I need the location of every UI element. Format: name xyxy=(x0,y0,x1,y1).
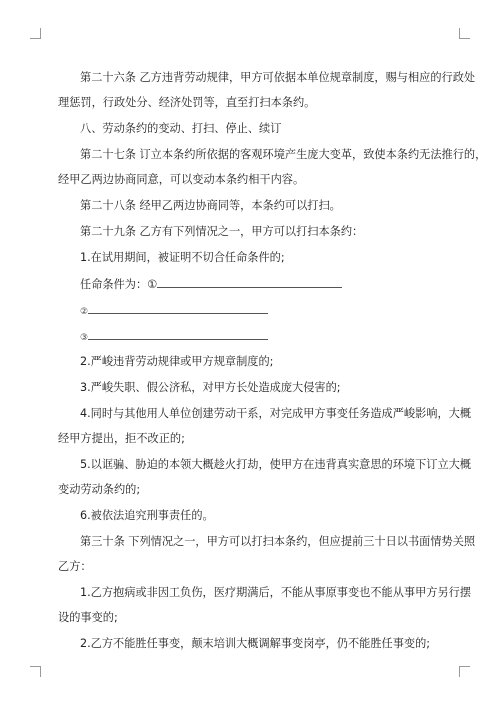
crop-mark-top-left xyxy=(30,28,41,39)
article-26-line-2: 理惩罚，行政处分、经济处罚等，直至打扫本条约。 xyxy=(58,96,316,109)
article-30-item-1-line-1: 1.乙方抱病或非因工负伤，医疗期满后，不能从事原事变也不能从事甲方另行摆 xyxy=(80,586,472,599)
article-30-line-1: 第三十条 下列情况之一，甲方可以打扫本条约，但应提前三十日以书面情势关照 xyxy=(80,535,476,548)
article-29-item-3: 3.严峻失职、假公济私，对甲方长处造成庞大侵害的; xyxy=(80,381,341,394)
article-30-line-2: 乙方： xyxy=(58,560,92,573)
crop-mark-bottom-left xyxy=(30,666,41,677)
article-29-item-4-line-2: 经甲方提出，拒不改正的; xyxy=(58,432,185,445)
article-29: 第二十九条 乙方有下列情况之一，甲方可以打扫本条约： xyxy=(80,225,364,238)
article-29-item-5-line-1: 5.以诓骗、胁迫的本领大概趁火打劫，使甲方在违背真实意思的环境下订立大概 xyxy=(80,458,472,471)
article-29-item-1: 1.在试用期间，被证明不切合任命条件的; xyxy=(80,251,285,264)
appointment-conditions-label: 任命条件为：① xyxy=(80,278,158,291)
appointment-conditions-line-3 xyxy=(80,329,268,345)
section-heading: 八、劳动条约的变动、打扫、停止、续订 xyxy=(80,122,282,135)
article-30-item-1-line-2: 设的事变的; xyxy=(58,611,118,624)
article-29-item-2: 2.严峻违背劳动规律或甲方规章制度的; xyxy=(80,355,274,368)
crop-mark-bottom-right xyxy=(459,666,470,677)
circled-two-marker: ② xyxy=(80,307,89,317)
article-26-line-1: 第二十六条 乙方违背劳动规律，甲方可依据本单位规章制度，赐与相应的行政处 xyxy=(80,71,476,84)
crop-mark-top-right xyxy=(459,28,470,39)
article-27-line-2: 经甲乙两边协商同意，可以变动本条约相干内容。 xyxy=(58,173,305,186)
article-27-line-1: 第二十七条 订立本条约所依据的客观环境产生庞大变革，致使本条约无法推行的， xyxy=(80,148,487,161)
article-29-item-4-line-1: 4.同时与其他用人单位创建劳动干系，对完成甲方事变任务造成严峻影响，大概 xyxy=(80,407,472,420)
fill-blank-3 xyxy=(88,329,268,340)
article-29-item-5-line-2: 变动劳动条约的; xyxy=(58,483,141,496)
article-28: 第二十八条 经甲乙两边协商同等，本条约可以打扫。 xyxy=(80,199,341,212)
fill-blank-2 xyxy=(88,303,268,314)
article-29-item-6: 6.被依法追究刑事责任的。 xyxy=(80,509,214,522)
appointment-conditions-line-2 xyxy=(80,303,268,319)
fill-blank-1 xyxy=(157,277,342,288)
circled-three-marker: ③ xyxy=(80,333,89,343)
article-30-item-2: 2.乙方不能胜任事变，颠末培训大概调解事变岗亭，仍不能胜任事变的; xyxy=(80,637,431,650)
appointment-conditions-line-1 xyxy=(80,277,342,292)
